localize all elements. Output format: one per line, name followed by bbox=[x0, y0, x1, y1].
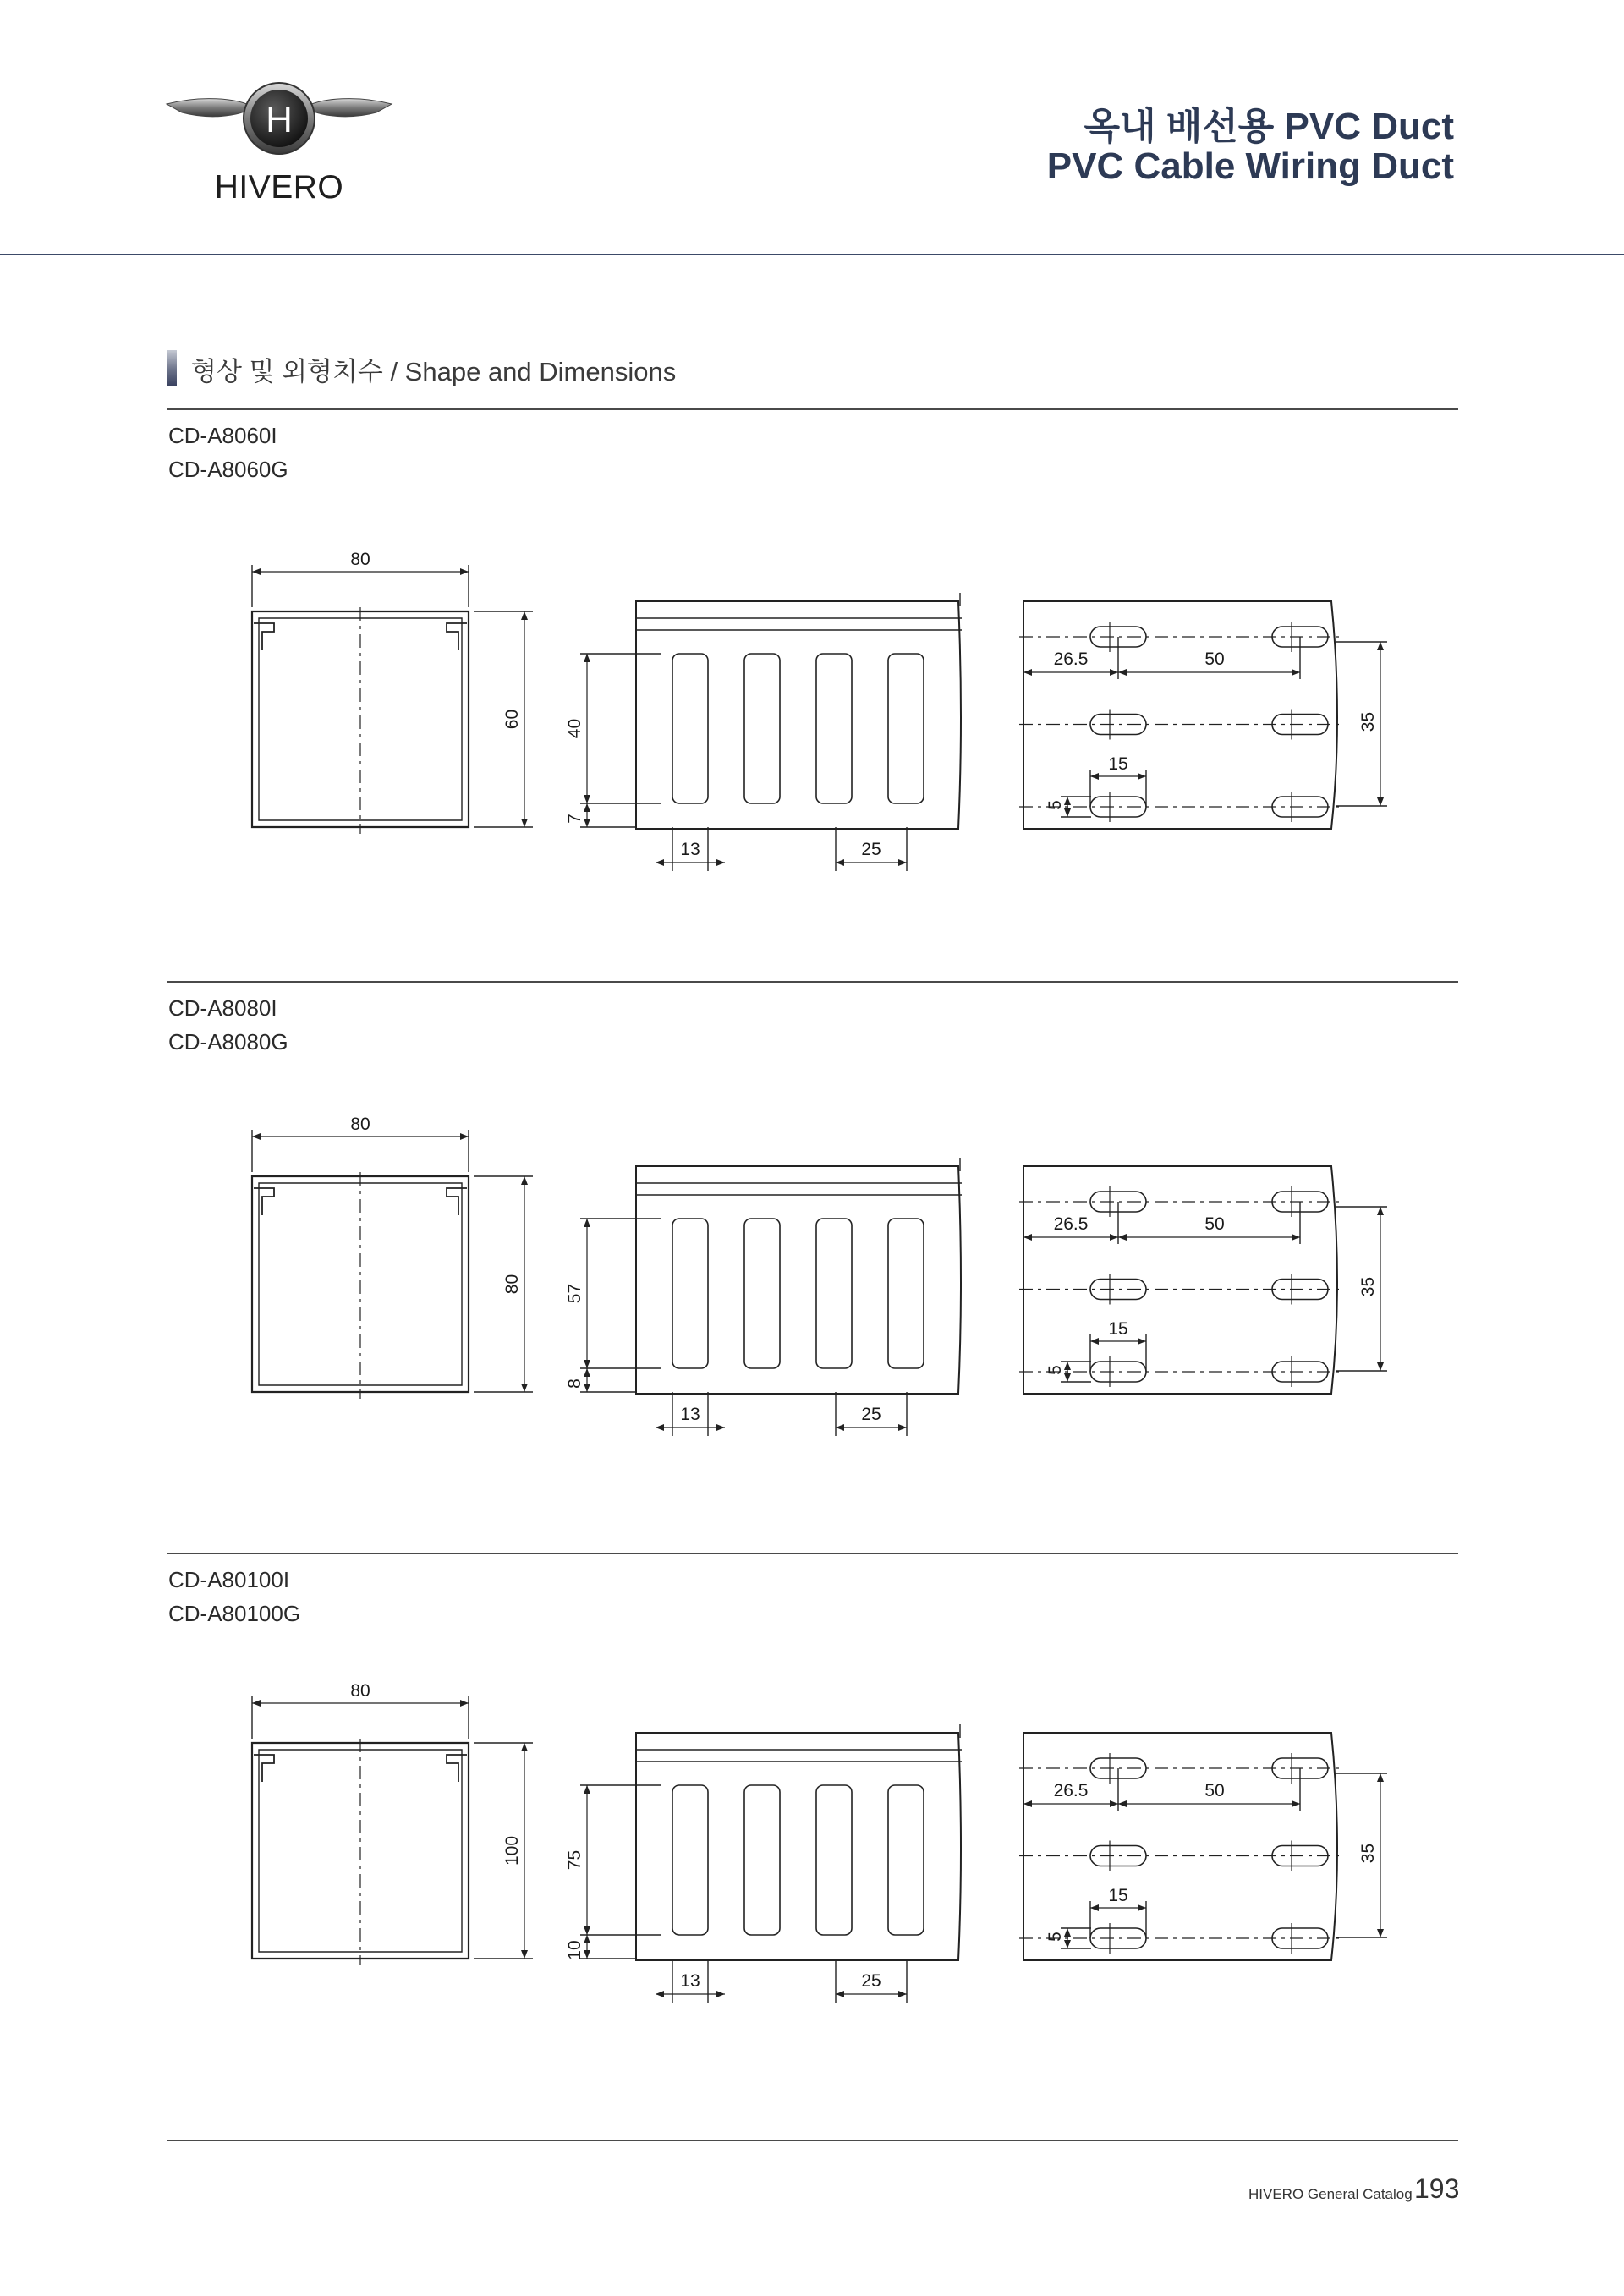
product-divider bbox=[167, 1553, 1458, 1554]
dimension-label: 15 bbox=[1108, 754, 1128, 774]
arrow-head bbox=[716, 1991, 725, 1997]
arrow-head bbox=[1064, 1928, 1071, 1937]
arrow-head bbox=[1090, 773, 1099, 780]
model-code: CD-A8080G bbox=[168, 1029, 288, 1055]
arrow-head bbox=[1110, 1234, 1118, 1241]
arrow-head bbox=[836, 1424, 844, 1431]
arrow-head bbox=[1064, 1940, 1071, 1948]
arrow-head bbox=[898, 1424, 907, 1431]
arrow-head bbox=[1377, 642, 1384, 650]
dimension-label: 15 bbox=[1108, 1319, 1128, 1339]
arrow-head bbox=[460, 1133, 469, 1140]
arrow-head bbox=[1118, 1800, 1127, 1807]
arrow-head bbox=[584, 819, 590, 827]
side-outline bbox=[636, 1733, 961, 1960]
dimension-label: 5 bbox=[1045, 1932, 1065, 1942]
model-code: CD-A80100G bbox=[168, 1601, 301, 1626]
ventilation-slot bbox=[672, 1219, 708, 1368]
footer-catalog-label: HIVERO General Catalog bbox=[1248, 2186, 1413, 2202]
dimension-label: 50 bbox=[1204, 1214, 1225, 1234]
dimension-label: 26.5 bbox=[1053, 649, 1089, 669]
section-title: 형상 및 외형치수 / Shape and Dimensions bbox=[191, 357, 677, 386]
arrow-head bbox=[836, 859, 844, 866]
arrow-head bbox=[252, 1133, 261, 1140]
dimension-label: 57 bbox=[565, 1283, 584, 1304]
arrow-head bbox=[460, 568, 469, 575]
page-number: 193 bbox=[1414, 2173, 1460, 2204]
arrow-head bbox=[521, 611, 528, 620]
arrow-head bbox=[1292, 1234, 1300, 1241]
bottom-outline bbox=[1023, 1733, 1337, 1960]
arrow-head bbox=[1090, 1338, 1099, 1345]
arrow-head bbox=[252, 568, 261, 575]
arrow-head bbox=[898, 859, 907, 866]
arrow-head bbox=[584, 1926, 590, 1935]
model-code: CD-A8060G bbox=[168, 457, 288, 482]
arrow-head bbox=[1377, 1773, 1384, 1782]
arrow-head bbox=[1110, 1800, 1118, 1807]
product-divider bbox=[167, 981, 1458, 983]
arrow-head bbox=[1064, 808, 1071, 817]
arrow-head bbox=[716, 1424, 725, 1431]
arrow-head bbox=[1377, 1207, 1384, 1215]
brand-name: HIVERO bbox=[214, 169, 344, 205]
arrow-head bbox=[521, 819, 528, 827]
arrow-head bbox=[1292, 1800, 1300, 1807]
arrow-head bbox=[656, 859, 664, 866]
arrow-head bbox=[898, 1991, 907, 1997]
arrow-head bbox=[1377, 1929, 1384, 1937]
dimension-label: 80 bbox=[350, 1681, 370, 1701]
arrow-head bbox=[584, 1219, 590, 1227]
ventilation-slot bbox=[816, 1219, 852, 1368]
arrow-head bbox=[656, 1424, 664, 1431]
arrow-head bbox=[584, 1360, 590, 1368]
arrow-head bbox=[584, 1384, 590, 1392]
arrow-head bbox=[1118, 1234, 1127, 1241]
ventilation-slot bbox=[888, 1219, 924, 1368]
dimension-label: 7 bbox=[565, 814, 584, 824]
dimension-label: 25 bbox=[861, 1405, 881, 1424]
dimension-label: 10 bbox=[565, 1940, 584, 1960]
arrow-head bbox=[584, 1785, 590, 1794]
dimension-label: 80 bbox=[502, 1274, 522, 1295]
dimension-drawing bbox=[0, 1664, 1624, 2053]
arrow-head bbox=[584, 1368, 590, 1377]
dimension-label: 75 bbox=[565, 1849, 584, 1871]
arrow-head bbox=[521, 1743, 528, 1751]
dimension-label: 25 bbox=[861, 840, 881, 859]
arrow-head bbox=[584, 654, 590, 662]
ventilation-slot bbox=[744, 654, 780, 803]
arrow-head bbox=[1110, 669, 1118, 676]
arrow-head bbox=[521, 1176, 528, 1185]
dimension-drawing bbox=[0, 1098, 1624, 1487]
arrow-head bbox=[656, 1991, 664, 1997]
arrow-head bbox=[836, 1991, 844, 1997]
ventilation-slot bbox=[744, 1219, 780, 1368]
logo-letter: H bbox=[266, 99, 293, 140]
arrow-head bbox=[1377, 797, 1384, 806]
dimension-label: 50 bbox=[1204, 1781, 1225, 1800]
ventilation-slot bbox=[672, 654, 708, 803]
arrow-head bbox=[1138, 1904, 1146, 1911]
dimension-drawing bbox=[0, 533, 1624, 922]
dimension-label: 5 bbox=[1045, 1365, 1065, 1375]
arrow-head bbox=[584, 1950, 590, 1959]
dimension-label: 5 bbox=[1045, 800, 1065, 810]
arrow-head bbox=[1064, 1362, 1071, 1370]
arrow-head bbox=[1023, 669, 1032, 676]
dimension-label: 15 bbox=[1108, 1886, 1128, 1905]
arrow-head bbox=[1377, 1362, 1384, 1371]
arrow-head bbox=[1090, 1904, 1099, 1911]
dimension-label: 25 bbox=[861, 1971, 881, 1991]
product-divider bbox=[167, 408, 1458, 410]
page-title-korean: 옥내 배선용 PVC Duct bbox=[1084, 106, 1454, 147]
section-marker bbox=[167, 350, 177, 386]
header-divider bbox=[0, 254, 1624, 255]
bottom-outline bbox=[1023, 601, 1337, 829]
arrow-head bbox=[584, 1935, 590, 1943]
ventilation-slot bbox=[816, 1785, 852, 1935]
dimension-label: 8 bbox=[565, 1378, 584, 1389]
dimension-label: 13 bbox=[680, 1971, 700, 1991]
bottom-outline bbox=[1023, 1166, 1337, 1394]
arrow-head bbox=[584, 795, 590, 803]
arrow-head bbox=[1118, 669, 1127, 676]
dimension-label: 80 bbox=[350, 1115, 370, 1134]
footer-divider bbox=[167, 2140, 1458, 2141]
ventilation-slot bbox=[672, 1785, 708, 1935]
arrow-head bbox=[1064, 1373, 1071, 1382]
dimension-label: 60 bbox=[502, 709, 522, 730]
page-title-english: PVC Cable Wiring Duct bbox=[1046, 145, 1454, 187]
arrow-head bbox=[252, 1700, 261, 1707]
arrow-head bbox=[1292, 669, 1300, 676]
dimension-label: 80 bbox=[350, 550, 370, 569]
model-code: CD-A8060I bbox=[168, 423, 277, 448]
ventilation-slot bbox=[888, 1785, 924, 1935]
ventilation-slot bbox=[888, 654, 924, 803]
ventilation-slot bbox=[816, 654, 852, 803]
dimension-label: 100 bbox=[502, 1835, 522, 1866]
dimension-label: 50 bbox=[1204, 649, 1225, 669]
model-code: CD-A80100I bbox=[168, 1567, 290, 1592]
dimension-label: 35 bbox=[1358, 1276, 1378, 1297]
arrow-head bbox=[1064, 797, 1071, 805]
arrow-head bbox=[521, 1384, 528, 1392]
arrow-head bbox=[521, 1950, 528, 1959]
arrow-head bbox=[1138, 1338, 1146, 1345]
dimension-label: 35 bbox=[1358, 1843, 1378, 1864]
arrow-head bbox=[1023, 1234, 1032, 1241]
arrow-head bbox=[1023, 1800, 1032, 1807]
side-outline bbox=[636, 601, 961, 829]
dimension-label: 35 bbox=[1358, 711, 1378, 732]
side-outline bbox=[636, 1166, 961, 1394]
dimension-label: 40 bbox=[565, 718, 584, 739]
ventilation-slot bbox=[744, 1785, 780, 1935]
dimension-label: 13 bbox=[680, 1405, 700, 1424]
dimension-label: 26.5 bbox=[1053, 1214, 1089, 1234]
model-code: CD-A8080I bbox=[168, 995, 277, 1021]
arrow-head bbox=[1138, 773, 1146, 780]
dimension-label: 26.5 bbox=[1053, 1781, 1089, 1800]
arrow-head bbox=[584, 803, 590, 812]
arrow-head bbox=[460, 1700, 469, 1707]
arrow-head bbox=[716, 859, 725, 866]
dimension-label: 13 bbox=[680, 840, 700, 859]
